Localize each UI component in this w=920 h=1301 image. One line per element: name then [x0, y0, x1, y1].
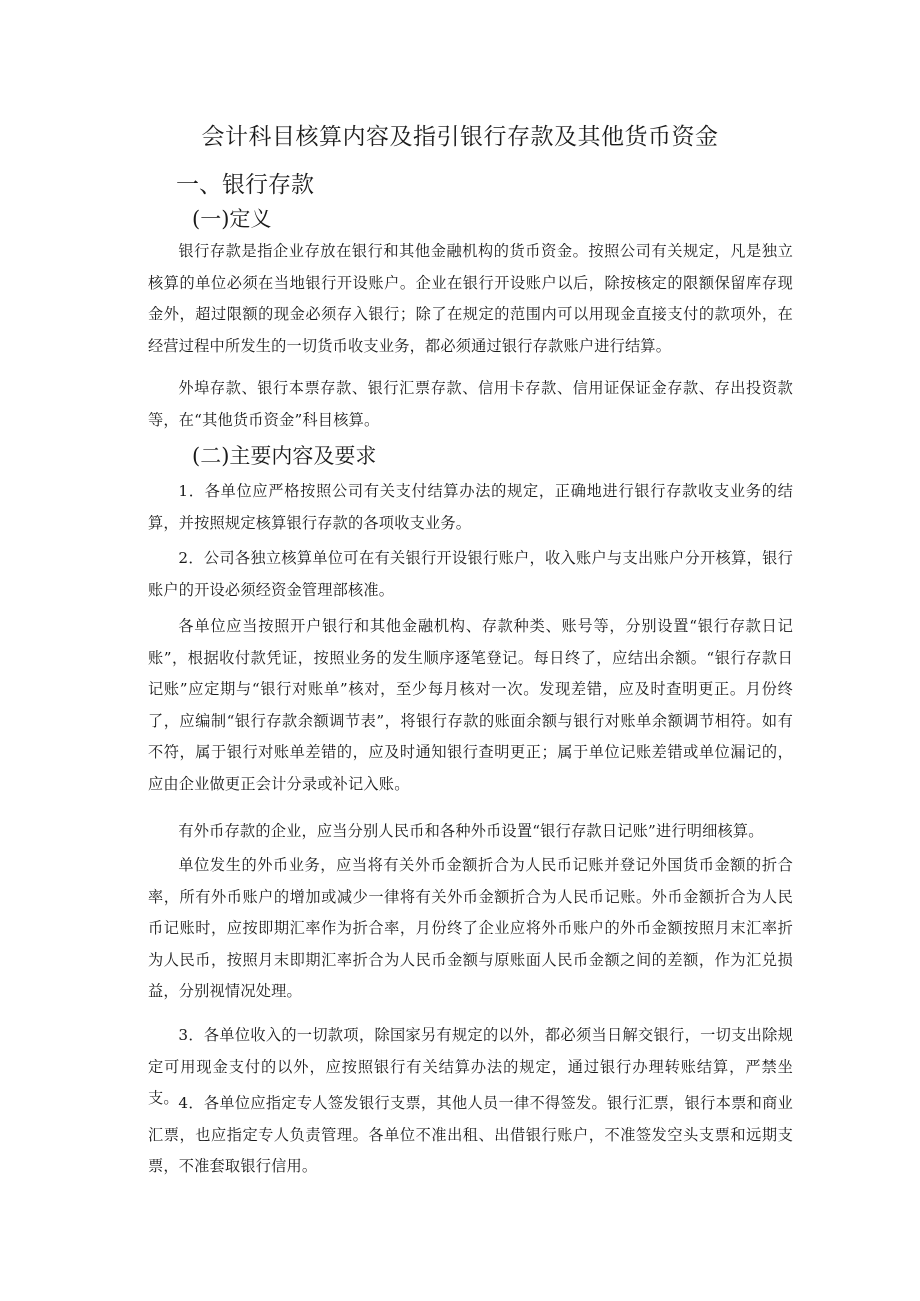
foreign-currency-paragraph: 有外币存款的企业，应当分别人民币和各种外币设置“银行存款日记账”进行明细核算。 [178, 822, 764, 840]
subsection-heading-definition: (一)定义 [192, 207, 272, 231]
requirement-item-3: 3．各单位收入的一切款项，除国家另有规定的以外，都必须当日解交银行，一切支出除规定可用现金支付的以外，应按照银行有关结算办法的规定，通过银行办理转账结算，严禁坐支。 [148, 1026, 793, 1107]
section-heading-bank-deposit: 一、银行存款 [176, 172, 314, 198]
requirement-item-4: 4．各单位应指定专人签发银行支票，其他人员一律不得签发。银行汇票，银行本票和商业汇票，也应指定专人负责管理。各单位不准出租、出借银行账户，不准签发空头支票和远期支票，不准套取银行信用。 [148, 1094, 793, 1175]
exchange-rate-paragraph: 单位发生的外币业务，应当将有关外币金额折合为人民币记账并登记外国货币金额的折合率，所有外币账户的增加或减少一律将有关外币金额折合为人民币记账。外币金额折合为人民币记账时，应按即期汇率作为折合率，月份终了企业应将外币账户的外币金额按照月末汇率折为人民币，按照月末即期汇率折合为人民币金额与原账面人民币金额之间的差额，作为汇兑损益，分别视情况处理。 [148, 856, 793, 1000]
subsection-heading-requirements: (二)主要内容及要求 [192, 444, 377, 468]
journal-paragraph: 各单位应当按照开户银行和其他金融机构、存款种类、账号等，分别设置“银行存款日记账”，根据收付款凭证，按照业务的发生顺序逐笔登记。每日终了，应结出余额。“银行存款日记账”应定期与“银行对账单”核对，至少每月核对一次。发现差错，应及时查明更正。月份终了，应编制“银行存款余额调节表”，将银行存款的账面余额与银行对账单余额调节相符。如有不符，属于银行对账单差错的，应及时通知银行查明更正；属于单位记账差错或单位漏记的，应由企业做更正会计分录或补记入账。 [148, 617, 793, 793]
document-title: 会计科目核算内容及指引银行存款及其他货币资金 [201, 124, 719, 150]
requirement-item-2: 2．公司各独立核算单位可在有关银行开设银行账户，收入账户与支出账户分开核算，银行账户的开设必须经资金管理部核准。 [148, 549, 793, 599]
requirement-item-1: 1．各单位应严格按照公司有关支付结算办法的规定，正确地进行银行存款收支业务的结算，并按照规定核算银行存款的各项收支业务。 [148, 482, 793, 532]
definition-paragraph-2: 外埠存款、银行本票存款、银行汇票存款、信用卡存款、信用证保证金存款、存出投资款等，在“其他货币资金”科目核算。 [148, 379, 793, 429]
definition-paragraph-1: 银行存款是指企业存放在银行和其他金融机构的货币资金。按照公司有关规定，凡是独立核算的单位必须在当地银行开设账户。企业在银行开设账户以后，除按核定的限额保留库存现金外，超过限额的现金必须存入银行；除了在规定的范围内可以用现金直接支付的款项外，在经营过程中所发生的一切货币收支业务，都必须通过银行存款账户进行结算。 [148, 242, 793, 355]
